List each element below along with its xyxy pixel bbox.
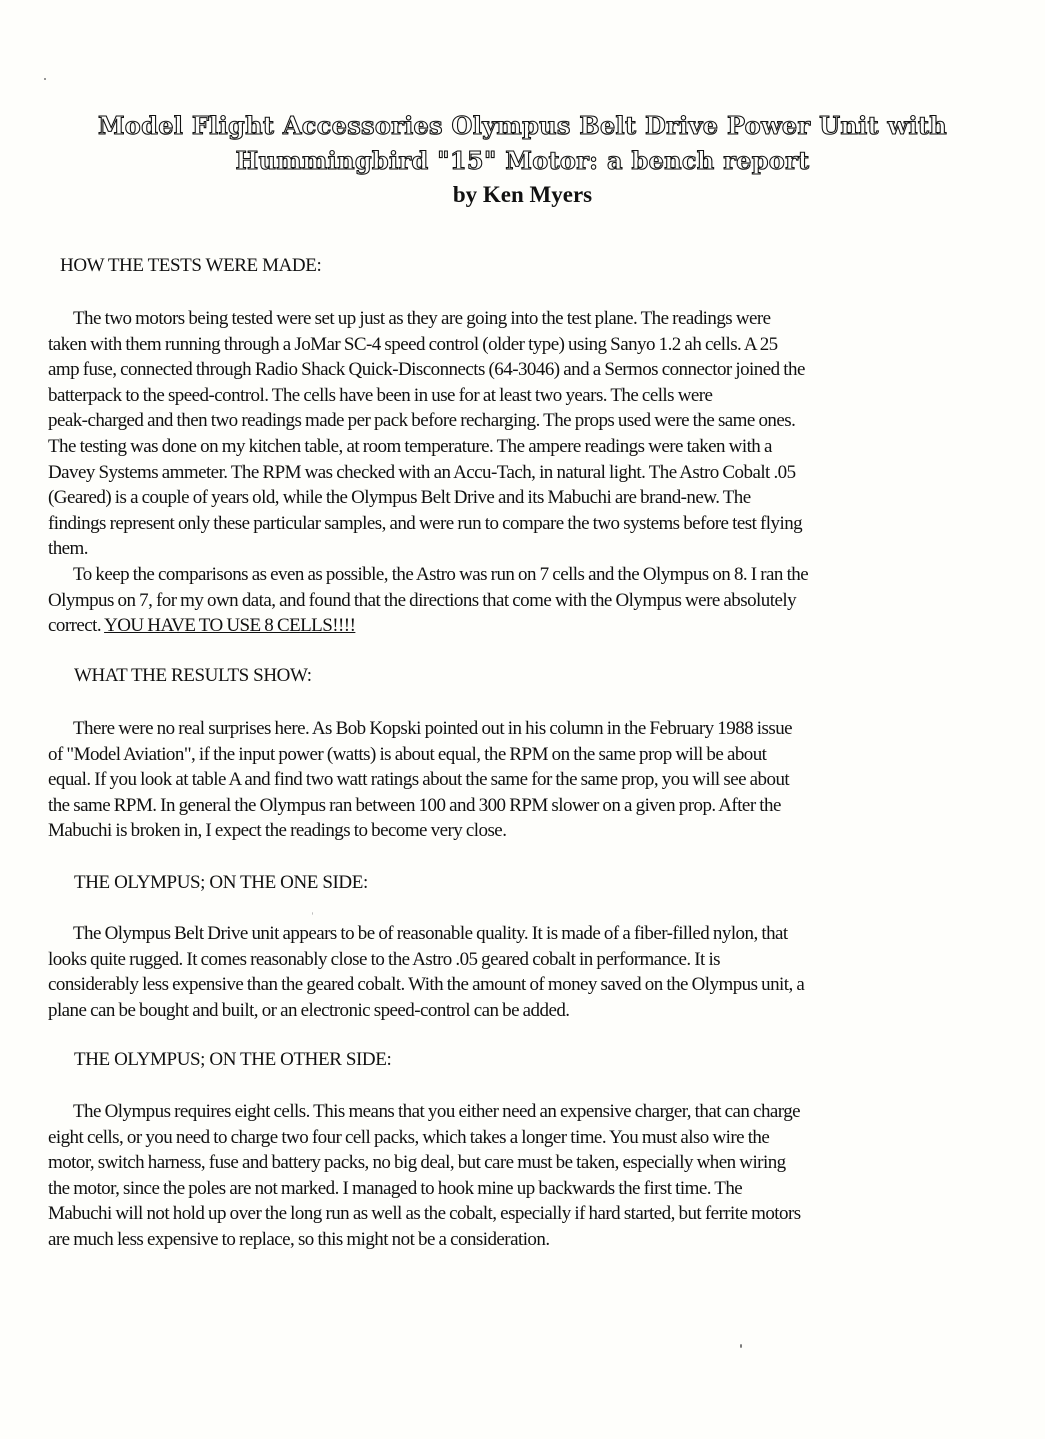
text-line: them. bbox=[48, 538, 88, 560]
text-line: plane can be bought and built, or an electronic speed-control can be added. bbox=[48, 999, 570, 1021]
text-line: looks quite rugged. It comes reasonably close to the Astro .05 geared cobalt in performance. It is bbox=[48, 948, 721, 970]
text-line bbox=[48, 613, 988, 639]
text-line: The Olympus requires eight cells. This means that you either need an expensive charger, that can charge bbox=[73, 1101, 801, 1122]
text-line: of "Model Aviation", if the input power (watts) is about equal, the RPM on the same prop will be about bbox=[48, 743, 767, 765]
title-line-2: Hummingbird "15" Motor: a bench report bbox=[235, 146, 810, 175]
text-line: The two motors being tested were set up just as they are going into the test plane. The readings were bbox=[73, 308, 771, 329]
heading-tests: HOW THE TESTS WERE MADE: bbox=[60, 255, 322, 276]
text-line: findings represent only these particular samples, and were run to compare the two systems before test flying bbox=[48, 512, 803, 534]
text-line: the same RPM. In general the Olympus ran between 100 and 300 RPM slower on a given prop. After the bbox=[48, 794, 781, 816]
text-line: The Olympus Belt Drive unit appears to be of reasonable quality. It is made of a fiber-filled nylon, that bbox=[73, 923, 788, 944]
heading-other-side: THE OLYMPUS; ON THE OTHER SIDE: bbox=[74, 1049, 392, 1070]
text-line: Davey Systems ammeter. The RPM was checked with an Accu-Tach, in natural light. The Astro Cobalt .05 bbox=[48, 461, 796, 483]
text-line: Olympus on 7, for my own data, and found that the directions that come with the Olympus were absolutely bbox=[48, 589, 797, 611]
scan-speck bbox=[44, 78, 46, 80]
text-line: Mabuchi is broken in, I expect the readings to become very close. bbox=[48, 820, 507, 842]
scan-speck bbox=[312, 912, 313, 915]
title-line-1: Model Flight Accessories Olympus Belt Drive Power Unit with bbox=[97, 111, 948, 140]
results-paragraph bbox=[48, 716, 988, 844]
tests-paragraph-1 bbox=[48, 306, 988, 562]
text-line: equal. If you look at table A and find two watt ratings about the same for the same prop, you will see about bbox=[48, 769, 790, 791]
text-line: taken with them running through a JoMar SC-4 speed control (older type) using Sanyo 1.2 ah cells. A 25 bbox=[48, 333, 778, 355]
heading-results: WHAT THE RESULTS SHOW: bbox=[74, 665, 312, 686]
scan-speck bbox=[740, 1344, 742, 1348]
text-line: considerably less expensive than the geared cobalt. With the amount of money saved on the Olympus unit, a bbox=[48, 974, 805, 996]
text-line: peak-charged and then two readings made per pack before recharging. The props used were the same ones. bbox=[48, 410, 796, 432]
tests-paragraph-2 bbox=[48, 562, 988, 639]
text-line: batterpack to the speed-control. The cells have been in use for at least two years. The cells were bbox=[48, 384, 713, 406]
text-line: eight cells, or you need to charge two four cell packs, which takes a longer time. You must also wire the bbox=[48, 1126, 770, 1148]
text-line: (Geared) is a couple of years old, while the Olympus Belt Drive and its Mabuchi are brand-new. The bbox=[48, 487, 751, 509]
text-line: There were no real surprises here. As Bob Kopski pointed out in his column in the February 1988 issue bbox=[73, 718, 793, 739]
one-side-paragraph bbox=[48, 921, 988, 1023]
heading-one-side: THE OLYMPUS; ON THE ONE SIDE: bbox=[74, 872, 368, 893]
other-side-paragraph bbox=[48, 1099, 988, 1253]
text-line: amp fuse, connected through Radio Shack Quick-Disconnects (64-3046) and a Sermos connector joined the bbox=[48, 359, 805, 381]
text-line: The testing was done on my kitchen table, at room temperature. The ampere readings were taken with a bbox=[48, 435, 772, 457]
byline: by Ken Myers bbox=[452, 182, 593, 207]
text-line: are much less expensive to replace, so this might not be a consideration. bbox=[48, 1228, 550, 1250]
text-line: Mabuchi will not hold up over the long run as well as the cobalt, especially if hard started, but ferrite motors bbox=[48, 1203, 801, 1225]
text-line: motor, switch harness, fuse and battery packs, no big deal, but care must be taken, especially when wiring bbox=[48, 1152, 786, 1174]
title-block bbox=[40, 108, 1005, 210]
text-line: the motor, since the poles are not marked. I managed to hook mine up backwards the first time. The bbox=[48, 1177, 743, 1199]
text-line: To keep the comparisons as even as possible, the Astro was run on 7 cells and the Olympus on 8. I ran the bbox=[73, 564, 809, 585]
text-fragment: correct. bbox=[48, 615, 105, 637]
emphasis-text: YOU HAVE TO USE 8 CELLS!!!! bbox=[104, 615, 356, 637]
